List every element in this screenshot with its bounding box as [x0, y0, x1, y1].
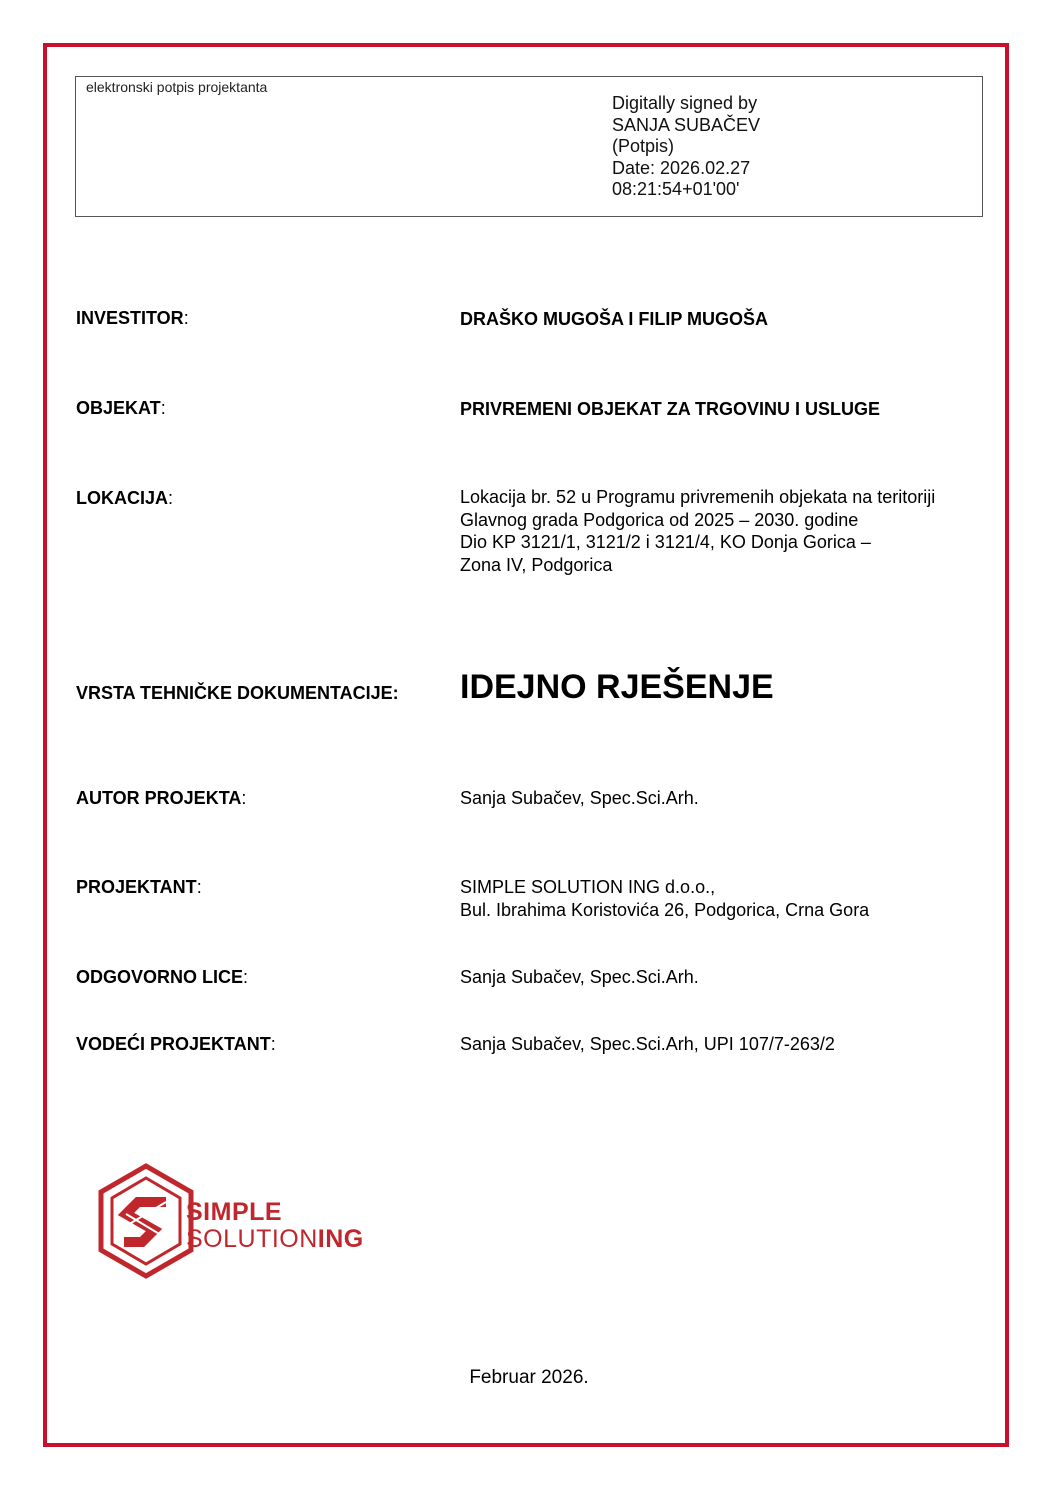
logo-word-solutioning: SOLUTIONING	[186, 1225, 364, 1253]
projektant-label: PROJEKTANT:	[76, 877, 202, 897]
logo-hexagon-icon	[96, 1162, 196, 1280]
autor-value: Sanja Subačev, Spec.Sci.Arh.	[460, 788, 699, 808]
projektant-line: SIMPLE SOLUTION ING d.o.o.,	[460, 877, 716, 897]
odgovorno-lice-value: Sanja Subačev, Spec.Sci.Arh.	[460, 967, 699, 987]
vrsta-label: VRSTA TEHNIČKE DOKUMENTACIJE:	[76, 683, 399, 703]
digital-signature-text	[612, 93, 760, 201]
lokacija-line: Glavnog grada Podgorica od 2025 – 2030. godine	[460, 509, 859, 530]
logo-word-simple: SIMPLE	[186, 1198, 283, 1226]
projektant-line: Bul. Ibrahima Koristovića 26, Podgorica, Crna Gora	[460, 899, 870, 920]
vrsta-value: IDEJNO RJEŠENJE	[460, 668, 774, 706]
signature-caption: elektronski potpis projektanta	[86, 79, 268, 95]
lokacija-line: Dio KP 3121/1, 3121/2 i 3121/4, KO Donja Gorica –	[460, 532, 871, 552]
odgovorno-lice-label: ODGOVORNO LICE:	[76, 967, 249, 987]
signature-line: 08:21:54+01'00'	[612, 179, 740, 199]
lokacija-line: Zona IV, Podgorica	[460, 554, 613, 575]
lokacija-value	[460, 486, 935, 576]
signature-line: (Potpis)	[612, 136, 675, 156]
lokacija-line: Lokacija br. 52 u Programu privremenih objekata na teritoriji	[460, 487, 936, 507]
signature-line: Digitally signed by	[612, 93, 758, 113]
objekat-value: PRIVREMENI OBJEKAT ZA TRGOVINU I USLUGE	[460, 399, 881, 419]
investitor-label: INVESTITOR:	[76, 308, 189, 328]
signature-line: Date: 2026.02.27	[612, 157, 751, 178]
objekat-label: OBJEKAT:	[76, 398, 166, 418]
lokacija-label: LOKACIJA:	[76, 488, 174, 508]
vodeci-projektant-label: VODEĆI PROJEKTANT:	[76, 1034, 276, 1054]
signature-box	[75, 76, 983, 217]
document-date: Februar 2026.	[469, 1367, 589, 1388]
vodeci-projektant-value: Sanja Subačev, Spec.Sci.Arh, UPI 107/7-263/2	[460, 1034, 835, 1054]
autor-label: AUTOR PROJEKTA:	[76, 788, 247, 808]
investitor-value: DRAŠKO MUGOŠA I FILIP MUGOŠA	[460, 309, 769, 329]
projektant-value	[460, 876, 869, 921]
company-logo	[80, 1158, 400, 1284]
signature-line: SANJA SUBAČEV	[612, 114, 761, 135]
